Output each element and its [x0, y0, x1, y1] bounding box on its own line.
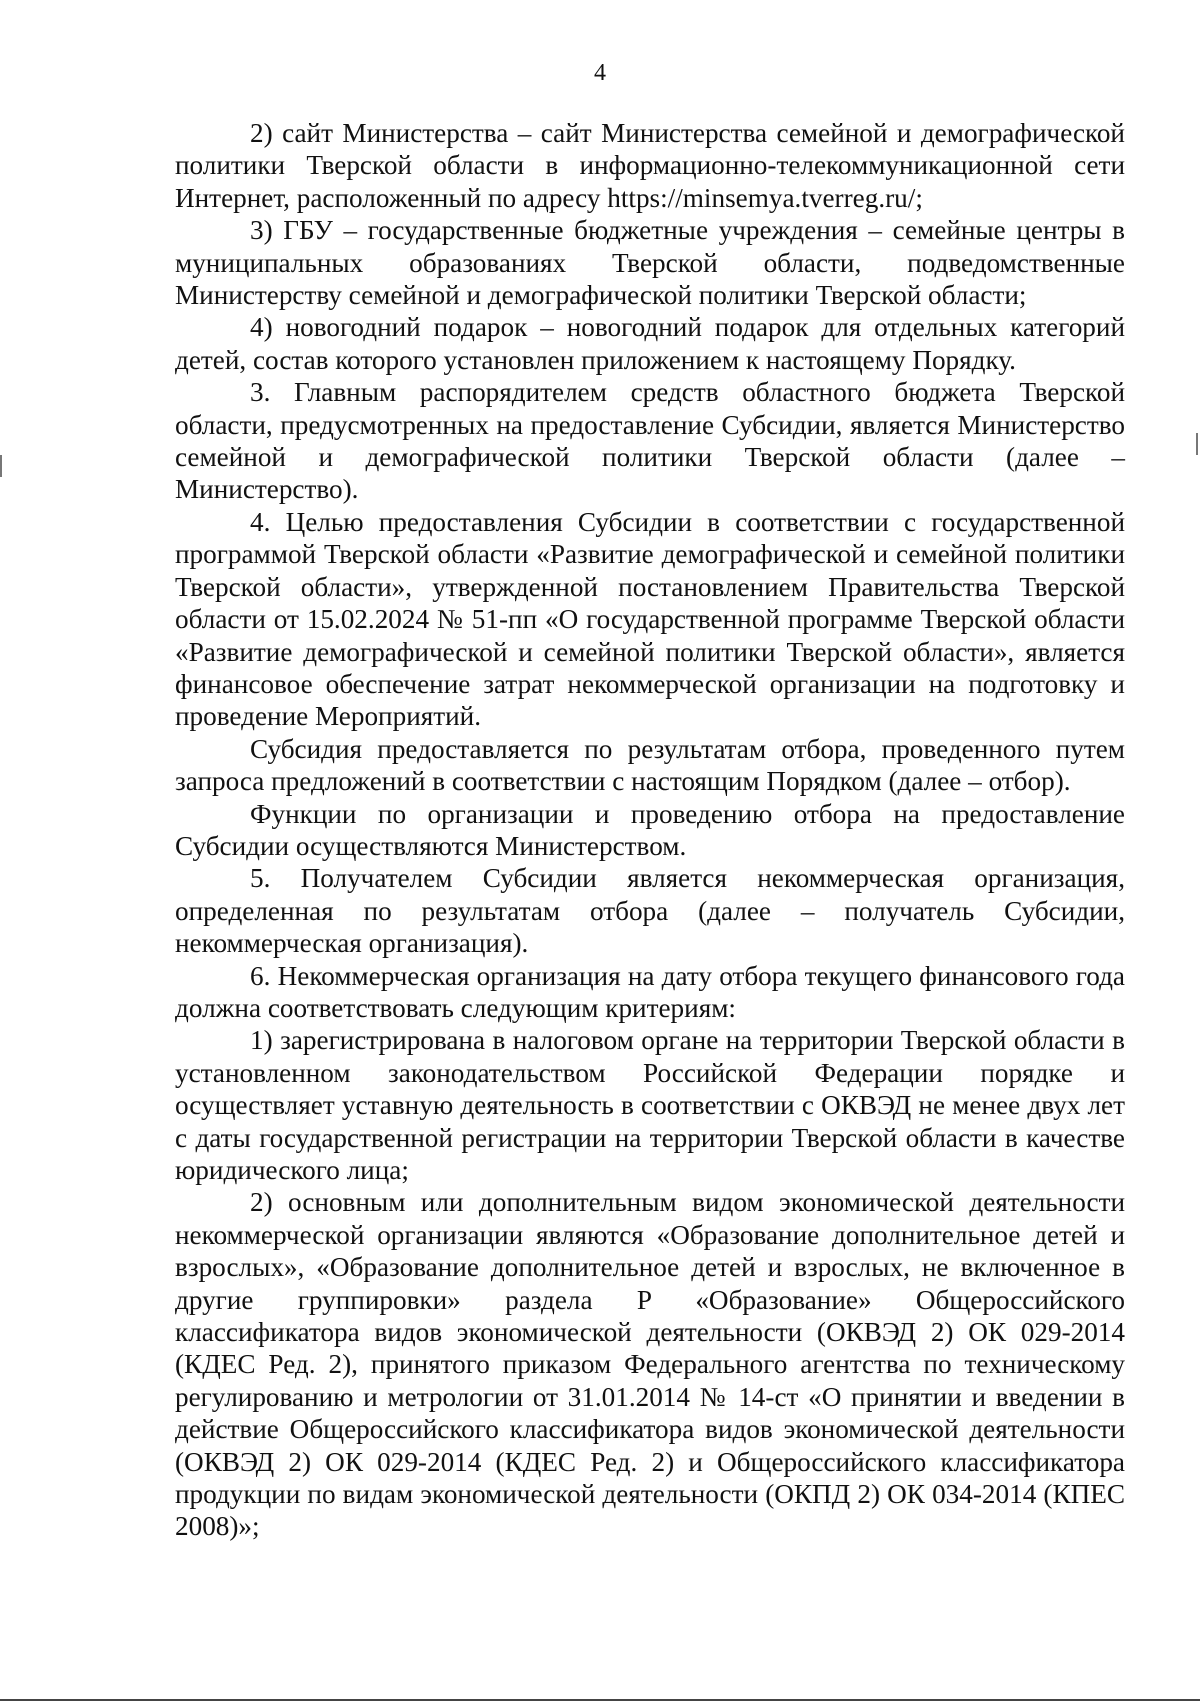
document-body — [175, 117, 1125, 1543]
paragraph-definition-gbu: 3) ГБУ – государственные бюджетные учреждения – семейные центры в муниципальных образованиях Тверской области, подведомственные Министерству семейной и демографической политики Тверской области; — [175, 215, 1125, 311]
paragraph-criterion-1-registration: 1) зарегистрирована в налоговом органе на территории Тверской области в установленном законодательством Российской Федерации порядке и осуществляет уставную деятельность в соответствии с ОКВЭД не менее двух лет с даты государственной регистрации на территории Тверской области в качестве юридического лица; — [175, 1025, 1125, 1185]
paragraph-item-6-criteria: 6. Некоммерческая организация на дату отбора текущего финансового года должна соответствовать следующим критериям: — [175, 960, 1125, 1023]
page-number: 4 — [594, 60, 606, 86]
scan-edge-mark-right — [1196, 433, 1198, 455]
scan-edge-mark-left — [0, 455, 2, 477]
paragraph-item-5-recipient: 5. Получателем Субсидии является некоммерческая организация, определенная по результатам отбора (далее – получатель Субсидии, некоммерческая организация). — [175, 863, 1125, 959]
paragraph-item-4-subsidy-purpose: 4. Целью предоставления Субсидии в соответствии с государственной программой Тверской области «Развитие демографической и семейной политики Тверской области», утвержденной постановлением Правительства Тверской области от 15.02.2024 № 51-пп «О государственной программе Тверской области «Развитие демографической и семейной политики Тверской области», является финансовое обеспечение затрат некоммерческой организации на подготовку и проведение Мероприятий. — [175, 506, 1125, 732]
paragraph-criterion-2-activity: 2) основным или дополнительным видом экономической деятельности некоммерческой организации являются «Образование дополнительное детей и взрослых», «Образование дополнительное детей и взрослых, не включенное в другие группировки» раздела P «Образование» Общероссийского классификатора видов экономической деятельности (ОКВЭД 2) ОК 029-2014 (КДЕС Ред. 2), принятого приказом Федерального агентства по техническому регулированию и метрологии от 31.01.2014 № 14-ст «О принятии и введении в действие Общероссийского классификатора видов экономической деятельности (ОКВЭД 2) ОК 029-2014 (КДЕС Ред. 2) и Общероссийского классификатора продукции по видам экономической деятельности (ОКПД 2) ОК 034-2014 (КПЕС 2008)»; — [175, 1187, 1125, 1542]
paragraph-definition-website: 2) сайт Министерства – сайт Министерства семейной и демографической политики Тверской области в информационно-телекоммуникационной сети Интернет, расположенный по адресу https://minsemya.tverreg.ru/; — [175, 118, 1125, 213]
paragraph-definition-new-year-gift: 4) новогодний подарок – новогодний подарок для отдельных категорий детей, состав которого установлен приложением к настоящему Порядку. — [175, 312, 1125, 375]
paragraph-selection-functions: Функции по организации и проведению отбора на предоставление Субсидии осуществляются Министерством. — [175, 798, 1125, 861]
paragraph-subsidy-selection: Субсидия предоставляется по результатам отбора, проведенного путем запроса предложений в соответствии с настоящим Порядком (далее – отбор). — [175, 733, 1125, 797]
paragraph-item-3-chief-administrator: 3. Главным распорядителем средств областного бюджета Тверской области, предусмотренных на предоставление Субсидии, является Министерство семейной и демографической политики Тверской области (далее – Министерство). — [175, 377, 1125, 505]
